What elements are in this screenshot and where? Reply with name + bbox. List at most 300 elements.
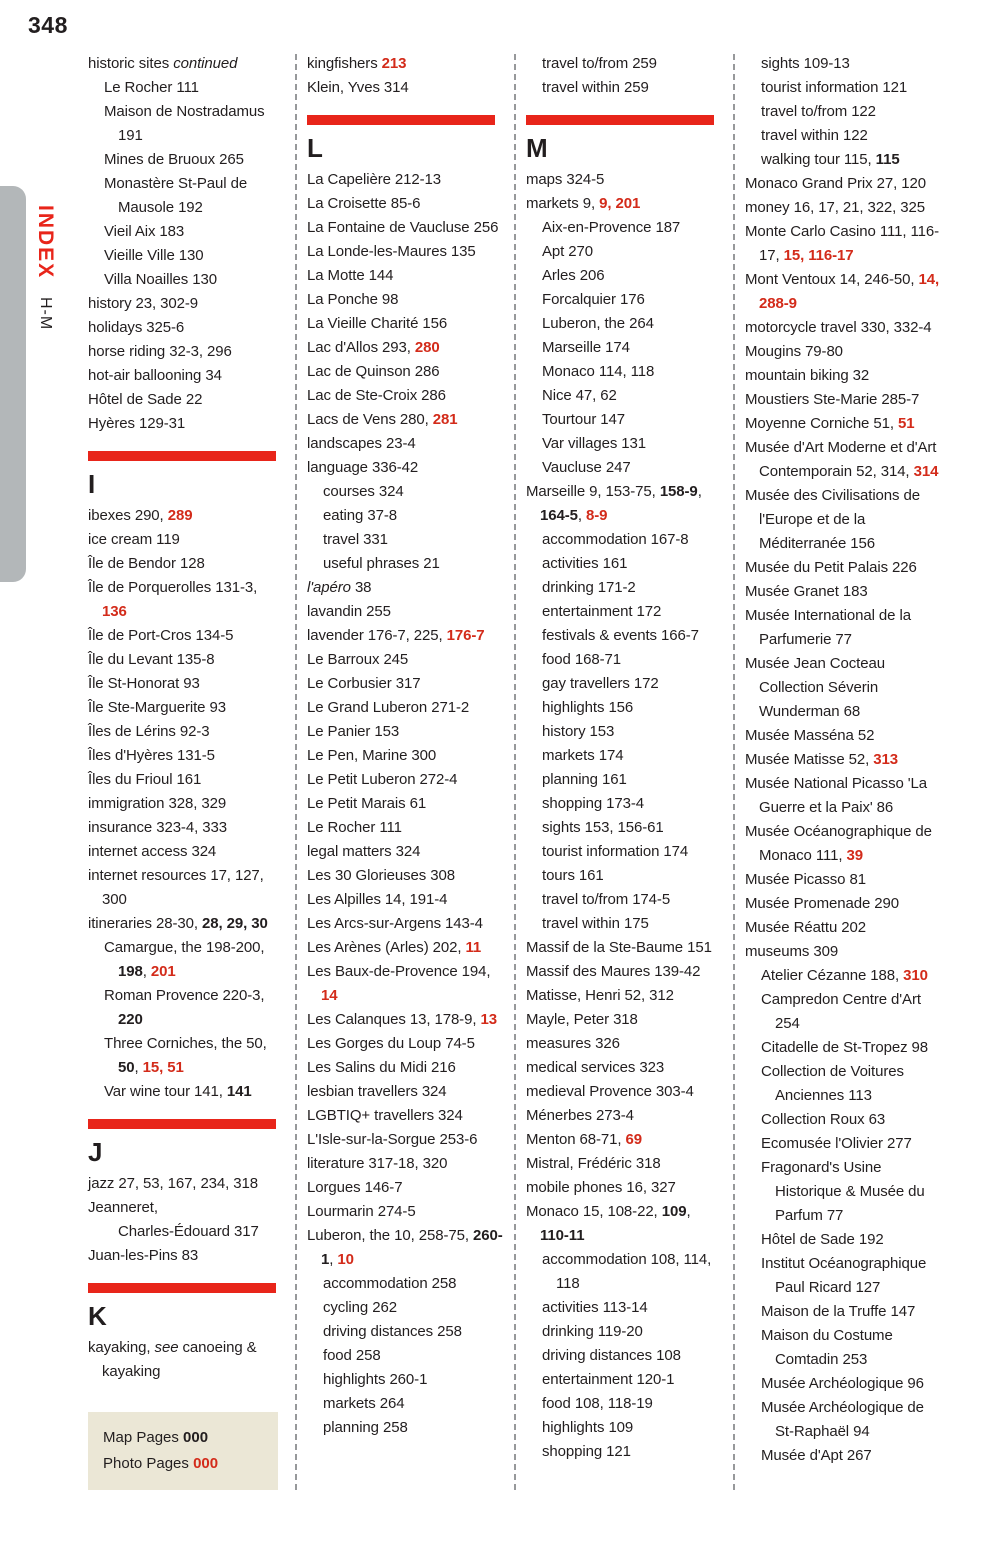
entry-text: Île de Port-Cros 134-5 [88, 627, 234, 644]
entry-text: Le Panier 153 [307, 723, 400, 740]
index-entry [526, 312, 723, 336]
map-photo-page-ref: 289 [167, 507, 193, 524]
index-entry [307, 936, 504, 960]
entry-text: legal matters 324 [307, 843, 421, 860]
italic-text: l'apéro [307, 579, 351, 596]
column-separator [514, 54, 516, 1490]
entry-text: driving distances 108 [542, 1347, 681, 1364]
bold-page-ref: 164-5 [540, 507, 578, 524]
index-entry [88, 1032, 285, 1080]
index-entry [745, 388, 942, 412]
index-column-2 [307, 52, 504, 1490]
index-entry [526, 1008, 723, 1032]
index-entry [526, 192, 723, 216]
index-entry [307, 384, 504, 408]
entry-text: lavender 176-7, 225, [307, 627, 447, 644]
entry-text: eating 37-8 [323, 507, 397, 524]
index-entry [745, 76, 942, 100]
entry-text: accommodation 258 [323, 1275, 457, 1292]
index-entry [526, 168, 723, 192]
entry-text: canoeing & kayaking [102, 1339, 257, 1380]
index-entry [307, 288, 504, 312]
index-entry [88, 936, 285, 984]
index-entry [526, 1104, 723, 1128]
entry-text: Le Petit Luberon 272-4 [307, 771, 458, 788]
index-entry [307, 864, 504, 888]
entry-text: , [686, 1203, 691, 1220]
letter-heading-k: K [88, 1301, 107, 1331]
index-entry [88, 840, 285, 864]
index-entry [88, 268, 285, 292]
index-entry [745, 1396, 942, 1444]
entry-text: gay travellers 172 [542, 675, 659, 692]
entry-text: insurance 323-4, 333 [88, 819, 227, 836]
index-entry [745, 604, 942, 652]
entry-text: Lac d'Allos 293, [307, 339, 415, 356]
index-entry [307, 432, 504, 456]
entry-text: Monastère St-Paul de Mausole 192 [104, 175, 248, 216]
index-entry [307, 1392, 504, 1416]
index-columns [88, 52, 942, 1490]
map-photo-page-ref: 15, 116-17 [783, 247, 854, 264]
entry-text: Lac de Ste-Croix 286 [307, 387, 446, 404]
entry-text: Îles du Frioul 161 [88, 771, 202, 788]
italic-text: continued [173, 55, 238, 72]
entry-text: travel within 122 [761, 127, 868, 144]
entry-text: Musée Archéologique 96 [761, 1375, 924, 1392]
entry-text: Camargue, the 198-200, [104, 939, 265, 956]
entry-text: language 336-42 [307, 459, 419, 476]
entry-text: Le Rocher 111 [307, 819, 402, 836]
index-entry [745, 820, 942, 868]
map-photo-page-ref: 39 [846, 847, 863, 864]
index-entry [526, 864, 723, 888]
index-entry [526, 1056, 723, 1080]
bold-page-ref: 260-1 [321, 1227, 503, 1268]
map-photo-page-ref: 9, 201 [599, 195, 641, 212]
column-separator [295, 54, 297, 1490]
index-entry [526, 552, 723, 576]
index-entry [526, 1320, 723, 1344]
index-entry [88, 244, 285, 268]
entry-text: Atelier Cézanne 188, [761, 967, 904, 984]
entry-text: history 23, 302-9 [88, 295, 199, 312]
entry-text: accommodation 108, 114, 118 [542, 1251, 712, 1292]
index-entry [526, 1200, 723, 1248]
entry-text: Hôtel de Sade 192 [761, 1231, 884, 1248]
entry-text: travel within 259 [542, 79, 649, 96]
index-entry [88, 100, 285, 148]
index-entry [307, 912, 504, 936]
index-entry [526, 76, 723, 100]
entry-text: Musée du Petit Palais 226 [745, 559, 917, 576]
entry-text: , [142, 963, 151, 980]
entry-text: drinking 171-2 [542, 579, 636, 596]
entry-text: La Londe-les-Maures 135 [307, 243, 476, 260]
entry-text: Musée Océanographique de Monaco 111, [745, 823, 932, 864]
entry-text: shopping 173-4 [542, 795, 645, 812]
entry-text: sights 109-13 [761, 55, 850, 72]
entry-text: Roman Provence 220-3, [104, 987, 265, 1004]
entry-text: Musée des Civilisations de l'Europe et de la Méditerranée 156 [745, 487, 920, 552]
index-entry [307, 504, 504, 528]
bold-page-ref: 110-11 [540, 1227, 585, 1244]
index-entry [307, 192, 504, 216]
entry-text: travel within 175 [542, 915, 649, 932]
entry-text: Mayle, Peter 318 [526, 1011, 638, 1028]
index-entry [526, 52, 723, 76]
index-entry [88, 76, 285, 100]
index-entry [307, 312, 504, 336]
entry-text: Île de Porquerolles 131-3, [88, 579, 258, 596]
index-entry [307, 1416, 504, 1440]
map-photo-page-ref: 176-7 [446, 627, 485, 644]
index-entry [88, 220, 285, 244]
index-column-3 [526, 52, 723, 1490]
entry-text: Monaco Grand Prix 27, 120 [745, 175, 926, 192]
map-photo-page-ref: 13 [480, 1011, 497, 1028]
italic-text: see [154, 1339, 179, 1356]
entry-text: La Fontaine de Vaucluse 256 [307, 219, 499, 236]
index-entry [745, 1324, 942, 1372]
entry-text: immigration 328, 329 [88, 795, 227, 812]
map-photo-page-ref: 280 [414, 339, 440, 356]
entry-text: food 168-71 [542, 651, 621, 668]
index-entry [745, 412, 942, 436]
entry-text: festivals & events 166-7 [542, 627, 699, 644]
index-entry [745, 220, 942, 268]
entry-text: La Ponche 98 [307, 291, 399, 308]
index-entry [307, 1032, 504, 1056]
entry-text: Monaco 15, 108-22, [526, 1203, 662, 1220]
index-entry [88, 364, 285, 388]
index-entry [526, 360, 723, 384]
entry-text: food 108, 118-19 [542, 1395, 653, 1412]
entry-text: Moyenne Corniche 51, [745, 415, 898, 432]
index-entry [307, 1128, 504, 1152]
index-tab-range: H-M [37, 296, 54, 330]
index-entry [745, 556, 942, 580]
bold-page-ref: 198 [118, 963, 143, 980]
entry-text: Maison de la Truffe 147 [761, 1303, 916, 1320]
index-entry [526, 888, 723, 912]
entry-text: lavandin 255 [307, 603, 391, 620]
index-entry [88, 744, 285, 768]
index-entry [745, 268, 942, 316]
index-entry [307, 408, 504, 432]
index-entry [526, 480, 723, 528]
index-entry [307, 768, 504, 792]
index-entry [88, 528, 285, 552]
index-entry [526, 768, 723, 792]
index-entry [745, 172, 942, 196]
index-entry [307, 1368, 504, 1392]
entry-text: Les 30 Glorieuses 308 [307, 867, 455, 884]
entry-text: La Capelière 212-13 [307, 171, 442, 188]
index-entry [526, 1152, 723, 1176]
page-number: 348 [28, 12, 68, 38]
entry-text: Massif des Maures 139-42 [526, 963, 701, 980]
index-entry [745, 340, 942, 364]
entry-text: Three Corniches, the 50, [104, 1035, 267, 1052]
entry-text: Ecomusée l'Olivier 277 [761, 1135, 912, 1152]
entry-text: ibexes 290, [88, 507, 168, 524]
entry-text: Nice 47, 62 [542, 387, 617, 404]
map-photo-page-ref: 201 [150, 963, 176, 980]
index-entry [88, 792, 285, 816]
entry-text: Île St-Honorat 93 [88, 675, 200, 692]
index-entry [526, 1296, 723, 1320]
entry-text: Musée National Picasso 'La Guerre et la Paix' 86 [745, 775, 928, 816]
entry-text: La Vieille Charité 156 [307, 315, 448, 332]
entry-text: travel 331 [323, 531, 388, 548]
entry-text: Lacs de Vens 280, [307, 411, 433, 428]
index-entry [88, 768, 285, 792]
entry-text: Massif de la Ste-Baume 151 [526, 939, 712, 956]
entry-text: museums 309 [745, 943, 839, 960]
index-entry [307, 456, 504, 480]
bold-page-ref: 109 [661, 1203, 687, 1220]
entry-text: medieval Provence 303-4 [526, 1083, 694, 1100]
entry-text: accommodation 167-8 [542, 531, 689, 548]
index-entry [88, 340, 285, 364]
index-entry [745, 484, 942, 556]
section-divider-bar [307, 115, 495, 125]
index-entry [88, 648, 285, 672]
entry-text: Île du Levant 135-8 [88, 651, 215, 668]
index-entry [745, 124, 942, 148]
index-entry [745, 724, 942, 748]
entry-text: Collection de Voitures Anciennes 113 [761, 1063, 904, 1104]
index-entry [745, 316, 942, 340]
entry-text: Le Pen, Marine 300 [307, 747, 437, 764]
index-entry [526, 1368, 723, 1392]
index-entry [307, 168, 504, 192]
index-entry [307, 1080, 504, 1104]
entry-text: itineraries 28-30, [88, 915, 202, 932]
entry-text: highlights 109 [542, 1419, 634, 1436]
entry-text: maps 324-5 [526, 171, 605, 188]
index-entry [88, 912, 285, 936]
column-separator [733, 54, 735, 1490]
index-entry [307, 648, 504, 672]
index-tab-title: INDEX [34, 205, 57, 280]
entry-text: Vieille Ville 130 [104, 247, 204, 264]
index-entry [88, 412, 285, 436]
bold-page-ref: 115 [875, 151, 900, 168]
entry-text: Le Grand Luberon 271-2 [307, 699, 470, 716]
entry-text: shopping 121 [542, 1443, 631, 1460]
index-entry [745, 1444, 942, 1468]
entry-text: Les Arcs-sur-Argens 143-4 [307, 915, 483, 932]
index-entry [307, 1056, 504, 1080]
index-entry [307, 240, 504, 264]
entry-text: Var wine tour 141, [104, 1083, 227, 1100]
entry-text: tours 161 [542, 867, 604, 884]
entry-text: Mistral, Frédéric 318 [526, 1155, 661, 1172]
entry-text: L'Isle-sur-la-Sorgue 253-6 [307, 1131, 478, 1148]
index-entry [745, 580, 942, 604]
entry-text: Musée d'Art Moderne et d'Art Contemporain 52, 314, [745, 439, 937, 480]
entry-text: Les Baux-de-Provence 194, [307, 963, 491, 980]
index-entry [526, 672, 723, 696]
bold-page-ref: 220 [118, 1011, 143, 1028]
index-entry [307, 1176, 504, 1200]
entry-text: literature 317-18, 320 [307, 1155, 448, 1172]
index-entry [526, 1416, 723, 1440]
entry-text: Hôtel de Sade 22 [88, 391, 203, 408]
entry-text: Mougins 79-80 [745, 343, 843, 360]
entry-text: Moustiers Ste-Marie 285-7 [745, 391, 920, 408]
entry-text: travel to/from 259 [542, 55, 657, 72]
index-entry [307, 336, 504, 360]
map-pages-line [103, 1451, 263, 1477]
index-tab-marker [0, 186, 26, 582]
entry-text: motorcycle travel 330, 332-4 [745, 319, 932, 336]
entry-text: Campredon Centre d'Art 254 [761, 991, 921, 1032]
map-photo-page-ref: 15, 51 [142, 1059, 184, 1076]
index-entry [526, 1392, 723, 1416]
entry-text: walking tour 115, [761, 151, 876, 168]
entry-text: food 258 [323, 1347, 381, 1364]
index-entry [745, 1108, 942, 1132]
index-entry [307, 696, 504, 720]
index-column-4 [745, 52, 942, 1490]
entry-text: Matisse, Henri 52, 312 [526, 987, 674, 1004]
index-entry [88, 1244, 285, 1268]
index-entry [745, 196, 942, 220]
index-entry [526, 240, 723, 264]
index-entry [307, 1008, 504, 1032]
index-entry [88, 148, 285, 172]
index-entry [307, 52, 504, 76]
entry-text: Musée Masséna 52 [745, 727, 875, 744]
entry-text: Maison de Nostradamus 191 [104, 103, 265, 144]
index-entry [526, 1440, 723, 1464]
entry-text: internet resources 17, 127, 300 [88, 867, 264, 908]
index-entry [88, 1080, 285, 1104]
index-entry [88, 504, 285, 528]
entry-text: Les Alpilles 14, 191-4 [307, 891, 448, 908]
entry-text: markets 9, [526, 195, 600, 212]
map-photo-page-ref: 313 [873, 751, 898, 768]
map-photo-page-ref: 14 [321, 987, 338, 1004]
index-entry [307, 816, 504, 840]
entry-text: Marseille 9, 153-75, [526, 483, 660, 500]
entry-text: Citadelle de St-Tropez 98 [761, 1039, 929, 1056]
bold-page-ref: 28, 29, 30 [202, 915, 268, 932]
index-entry [745, 988, 942, 1036]
entry-text: Le Rocher 111 [104, 79, 199, 96]
entry-text: Maison du Costume Comtadin 253 [761, 1327, 893, 1368]
index-entry [526, 792, 723, 816]
entry-text: Musée d'Apt 267 [761, 1447, 872, 1464]
section-divider-bar [526, 115, 714, 125]
bold-page-ref: 50 [118, 1059, 135, 1076]
entry-text: medical services 323 [526, 1059, 665, 1076]
index-entry [745, 1300, 942, 1324]
entry-text: Musée Granet 183 [745, 583, 868, 600]
index-entry [88, 984, 285, 1032]
index-entry [307, 1152, 504, 1176]
index-entry [307, 576, 504, 600]
index-entry [307, 1344, 504, 1368]
entry-text: Le Corbusier 317 [307, 675, 421, 692]
entry-text: Collection Roux 63 [761, 1111, 886, 1128]
index-entry [307, 1200, 504, 1224]
index-entry [526, 1248, 723, 1296]
index-entry [526, 264, 723, 288]
index-entry [307, 1224, 504, 1272]
index-entry [745, 364, 942, 388]
map-photo-page-ref: 136 [102, 603, 127, 620]
entry-text: La Motte 144 [307, 267, 394, 284]
entry-text: highlights 260-1 [323, 1371, 428, 1388]
entry-text: tourist information 121 [761, 79, 908, 96]
entry-text: Vieil Aix 183 [104, 223, 185, 240]
entry-text: , [697, 483, 702, 500]
entry-text: Les Calanques 13, 178-9, [307, 1011, 481, 1028]
entry-text: Le Petit Marais 61 [307, 795, 427, 812]
entry-text: Marseille 174 [542, 339, 630, 356]
entry-text: Musée Archéologique de St-Raphaël 94 [761, 1399, 924, 1440]
entry-text: entertainment 172 [542, 603, 662, 620]
index-entry [88, 388, 285, 412]
map-photo-page-ref: 213 [381, 55, 407, 72]
index-entry [88, 576, 285, 624]
index-entry [526, 576, 723, 600]
entry-text: Hyères 129-31 [88, 415, 186, 432]
entry-text: mobile phones 16, 327 [526, 1179, 676, 1196]
entry-text: lesbian travellers 324 [307, 1083, 447, 1100]
map-photo-page-ref: 10 [337, 1251, 354, 1268]
entry-text: ice cream 119 [88, 531, 180, 548]
letter-heading-m: M [526, 133, 548, 163]
map-photo-page-ref: 69 [625, 1131, 642, 1148]
entry-text: cycling 262 [323, 1299, 397, 1316]
entry-text: Musée Réattu 202 [745, 919, 866, 936]
index-entry [526, 288, 723, 312]
entry-text: Tourtour 147 [542, 411, 626, 428]
index-entry [307, 76, 504, 100]
entry-text: planning 258 [323, 1419, 408, 1436]
entry-text: Îles d'Hyères 131-5 [88, 747, 215, 764]
index-entry [745, 1060, 942, 1108]
entry-text: Lourmarin 274-5 [307, 1203, 416, 1220]
entry-text: Forcalquier 176 [542, 291, 645, 308]
index-entry [307, 1104, 504, 1128]
index-entry [526, 384, 723, 408]
entry-text: entertainment 120-1 [542, 1371, 675, 1388]
index-entry [745, 436, 942, 484]
entry-text: Juan-les-Pins 83 [88, 1247, 199, 1264]
index-entry [526, 984, 723, 1008]
index-entry [307, 624, 504, 648]
index-entry [307, 600, 504, 624]
entry-text: Les Arènes (Arles) 202, [307, 939, 466, 956]
index-entry [88, 292, 285, 316]
entry-text: tourist information 174 [542, 843, 689, 860]
index-entry [88, 1196, 285, 1220]
entry-text: Charles-Édouard 317 [118, 1223, 259, 1240]
index-entry [526, 840, 723, 864]
index-entry [88, 696, 285, 720]
entry-text: La Croisette 85-6 [307, 195, 421, 212]
entry-text: Musée Matisse 52, [745, 751, 874, 768]
entry-text: Musée Picasso 81 [745, 871, 866, 888]
map-photo-page-ref: 51 [898, 415, 915, 432]
index-entry [526, 1128, 723, 1152]
